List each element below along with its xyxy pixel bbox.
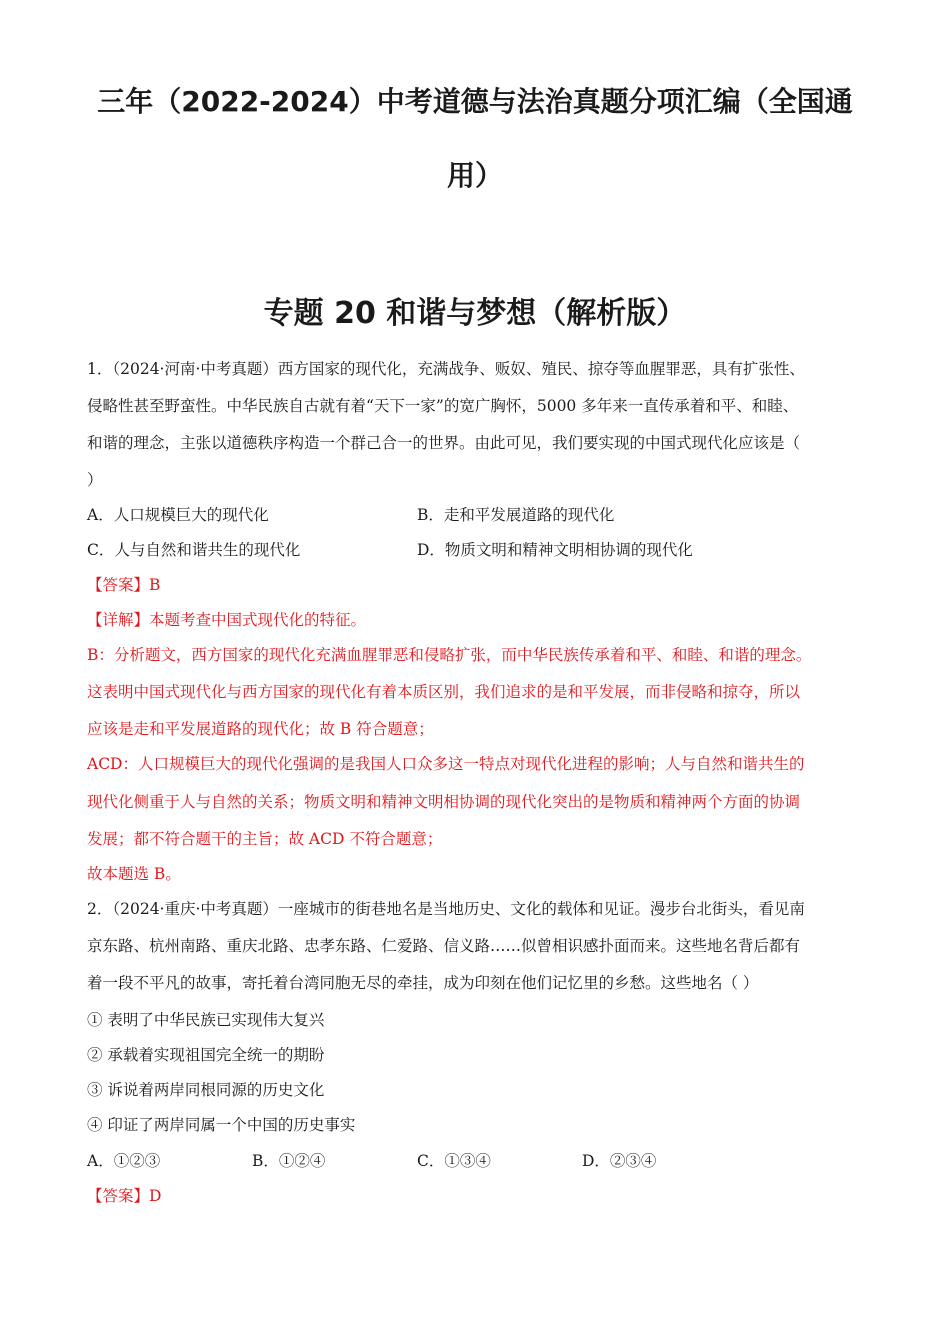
q1-option-b: B．走和平发展道路的现代化 xyxy=(417,506,615,524)
q1-stem-line: 1．（2024·河南·中考真题）西方国家的现代化，充满战争、贩奴、殖民、掠夺等血腥罪恶，具有扩张性、 xyxy=(87,360,805,378)
q2-stem-line: 2．（2024·重庆·中考真题）一座城市的街巷地名是当地历史、文化的载体和见证。漫步台北街头，看见南 xyxy=(87,900,805,918)
q1-option-a: A．人口规模巨大的现代化 xyxy=(87,506,269,524)
document-title-line-2: 用） xyxy=(446,159,503,192)
q2-statement-item: ③ 诉说着两岸同根同源的历史文化 xyxy=(87,1081,325,1099)
q1-explanation-line: 【详解】本题考查中国式现代化的特征。 xyxy=(87,611,367,629)
q1-explanation-line: B：分析题文，西方国家的现代化充满血腥罪恶和侵略扩张，而中华民族传承着和平、和睦、和谐的理念。 xyxy=(87,646,812,664)
q1-option-c: C．人与自然和谐共生的现代化 xyxy=(87,541,301,559)
section-subtitle: 专题 20 和谐与梦想（解析版） xyxy=(263,296,687,331)
q1-stem-line: 和谐的理念，主张以道德秩序构造一个群己合一的世界。由此可见，我们要实现的中国式现代化应该是（ xyxy=(87,434,801,452)
q2-stem-line: 京东路、杭州南路、重庆北路、忠孝东路、仁爱路、信义路……似曾相识感扑面而来。这些地名背后都有 xyxy=(87,937,801,955)
q2-statement-item: ② 承载着实现祖国完全统一的期盼 xyxy=(87,1046,325,1064)
q1-explanation-line: 故本题选 B。 xyxy=(87,865,181,883)
q1-explanation-line: ACD：人口规模巨大的现代化强调的是我国人口众多这一特点对现代化进程的影响；人与自然和谐共生的 xyxy=(87,755,805,773)
q2-stem-line: 着一段不平凡的故事，寄托着台湾同胞无尽的牵挂，成为印刻在他们记忆里的乡愁。这些地名（ ） xyxy=(87,974,759,992)
q2-option-b: B．①②④ xyxy=(252,1152,326,1170)
document-title-line-1: 三年（2022-2024）中考道德与法治真题分项汇编（全国通 xyxy=(97,85,853,118)
q2-option-d: D．②③④ xyxy=(582,1152,657,1170)
q2-answer: 【答案】D xyxy=(87,1187,162,1205)
q1-option-d: D．物质文明和精神文明相协调的现代化 xyxy=(417,541,693,559)
q2-statement-item: ④ 印证了两岸同属一个中国的历史事实 xyxy=(87,1116,356,1134)
q2-option-c: C．①③④ xyxy=(417,1152,491,1170)
q1-stem-line: 侵略性甚至野蛮性。中华民族自古就有着“天下一家”的宽广胸怀，5000 多年来一直传承着和平、和睦、 xyxy=(87,397,799,415)
q1-explanation-line: 现代化侧重于人与自然的关系；物质文明和精神文明相协调的现代化突出的是物质和精神两个方面的协调 xyxy=(87,793,801,811)
q2-statement-item: ① 表明了中华民族已实现伟大复兴 xyxy=(87,1011,325,1029)
q1-stem-line: ） xyxy=(87,471,103,489)
q1-explanation-line: 发展；都不符合题干的主旨；故 ACD 不符合题意； xyxy=(87,830,443,848)
q2-option-a: A．①②③ xyxy=(87,1152,161,1170)
q1-explanation-line: 这表明中国式现代化与西方国家的现代化有着本质区别，我们追求的是和平发展，而非侵略和掠夺，所以 xyxy=(87,683,801,701)
q1-answer: 【答案】B xyxy=(87,576,161,594)
q1-explanation-line: 应该是走和平发展道路的现代化；故 B 符合题意； xyxy=(87,720,434,738)
